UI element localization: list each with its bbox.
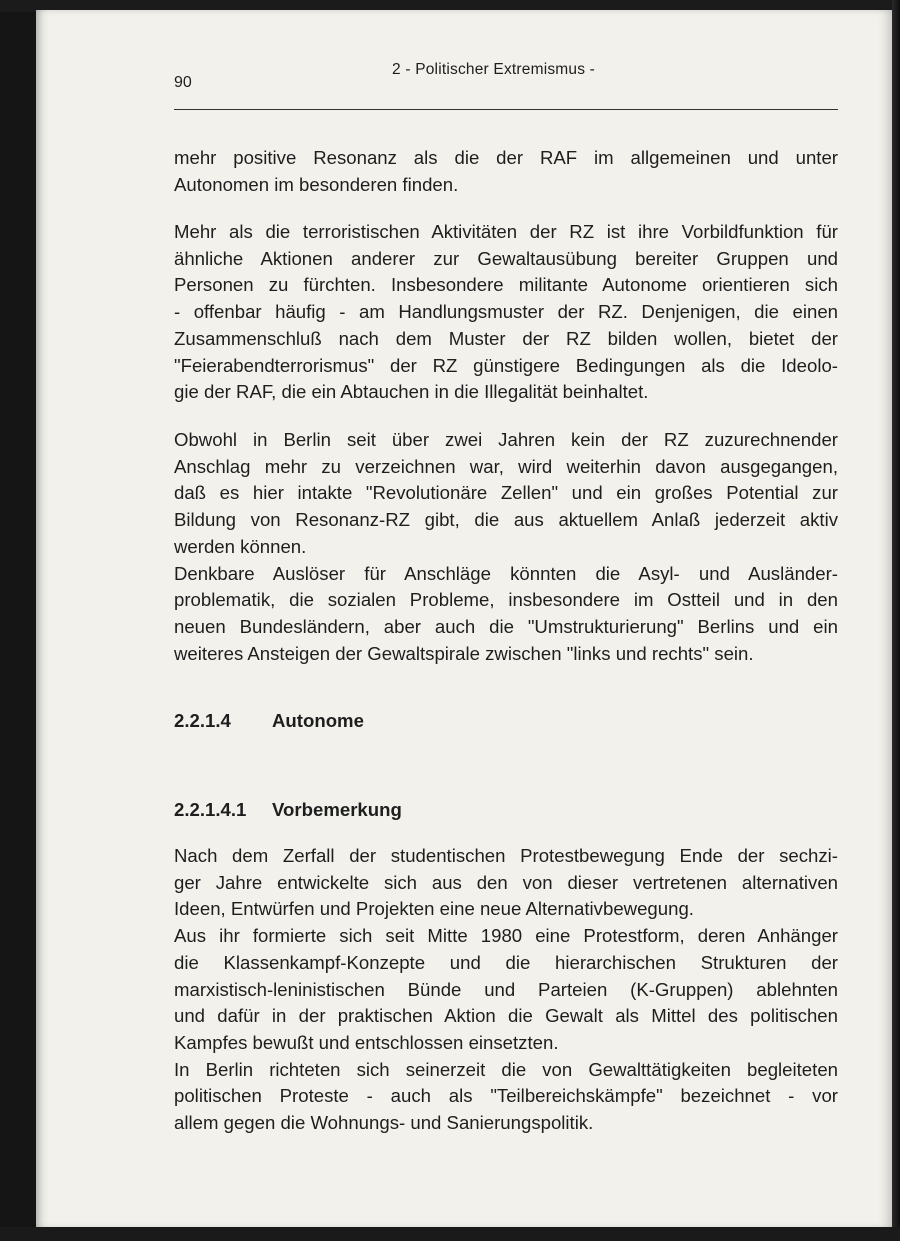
text-line: - offenbar häufig - am Handlungsmuster der RZ. Denjenigen, die einen [174,301,838,323]
text-line: Kampfes bewußt und entschlossen einsetzten. [174,1031,559,1053]
section-heading-autonome [174,710,364,732]
text-line: neuen Bundesländern, aber auch die "Umstrukturierung" Berlins und ein [174,615,838,637]
text-line: Zusammenschluß nach dem Muster der RZ bilden wollen, bietet der [174,327,838,349]
text-line: daß es hier intakte "Revolutionäre Zellen" und ein großes Potential zur [174,482,838,504]
paragraph-vorbildfunktion [174,219,838,406]
paragraph-berlin-rz [174,427,838,667]
text-line: die Klassenkampf-Konzepte und die hierarchischen Strukturen der [174,951,838,973]
text-line: Aus ihr formierte sich seit Mitte 1980 eine Protestform, deren Anhänger [174,925,838,947]
page-number: 90 [174,74,192,91]
text-line: Denkbare Auslöser für Anschläge könnten die Asyl- und Ausländer- [174,562,838,584]
text-line: ähnliche Aktionen anderer zur Gewaltausübung bereiter Gruppen und [174,247,838,269]
header-rule [174,109,838,110]
text-line: problematik, die sozialen Probleme, insbesondere im Ostteil und in den [174,589,838,611]
text-line: Obwohl in Berlin seit über zwei Jahren kein der RZ zuzurechnender [174,429,838,450]
scan-border-right [892,0,900,1241]
text-line: "Feierabendterrorismus" der RZ günstigere Bedingungen als die Ideolo- [174,354,838,376]
text-line: gie der RAF, die ein Abtauchen in die Illegalität beinhaltet. [174,381,649,403]
text-line: ger Jahre entwickelte sich aus den von dieser vertretenen alternativen [174,871,838,893]
text-line: Bildung von Resonanz-RZ gibt, die aus aktuellem Anlaß jederzeit aktiv [174,509,838,531]
section-title: Autonome [272,710,364,731]
text-line: Mehr als die terroristischen Aktivitäten der RZ ist ihre Vorbildfunktion für [174,221,838,242]
paragraph-resonanz [174,145,838,198]
text-line: marxistisch-leninistischen Bünde und Parteien (K-Gruppen) ablehnten [174,978,838,1000]
text-line: werden können. [174,535,307,557]
text-line: Personen zu fürchten. Insbesondere militante Autonome orientieren sich [174,274,838,296]
text-line: und dafür in der praktischen Aktion die Gewalt als Mittel des politischen [174,1005,838,1027]
text-line: In Berlin richteten sich seinerzeit die von Gewalttätigkeiten begleiteten [174,1058,838,1080]
section-heading-vorbemerkung [174,799,402,821]
text-line: allem gegen die Wohnungs- und Sanierungspolitik. [174,1112,594,1134]
text-line: politischen Proteste - auch als "Teilbereichskämpfe" bezeichnet - vor [174,1085,838,1107]
section-title: Vorbemerkung [272,799,402,820]
text-line: Nach dem Zerfall der studentischen Protestbewegung Ende der sechzi- [174,845,838,866]
text-line: Ideen, Entwürfen und Projekten eine neue Alternativbewegung. [174,898,694,920]
paragraph-vorbemerkung [174,843,838,1137]
document-page [36,10,894,1228]
text-line: weiteres Ansteigen der Gewaltspirale zwischen "links und rechts" sein. [174,642,754,664]
section-number: 2.2.1.4.1 [174,799,247,820]
text-line: Anschlag mehr zu verzeichnen war, wird weiterhin davon ausgegangen, [174,455,838,477]
scan-border-bottom [0,1227,900,1241]
text-line: Autonomen im besonderen finden. [174,173,459,195]
running-head: 2 - Politischer Extremismus - [392,61,596,78]
text-line: mehr positive Resonanz als die der RAF im allgemeinen und unter [174,147,838,168]
section-number: 2.2.1.4 [174,710,231,731]
